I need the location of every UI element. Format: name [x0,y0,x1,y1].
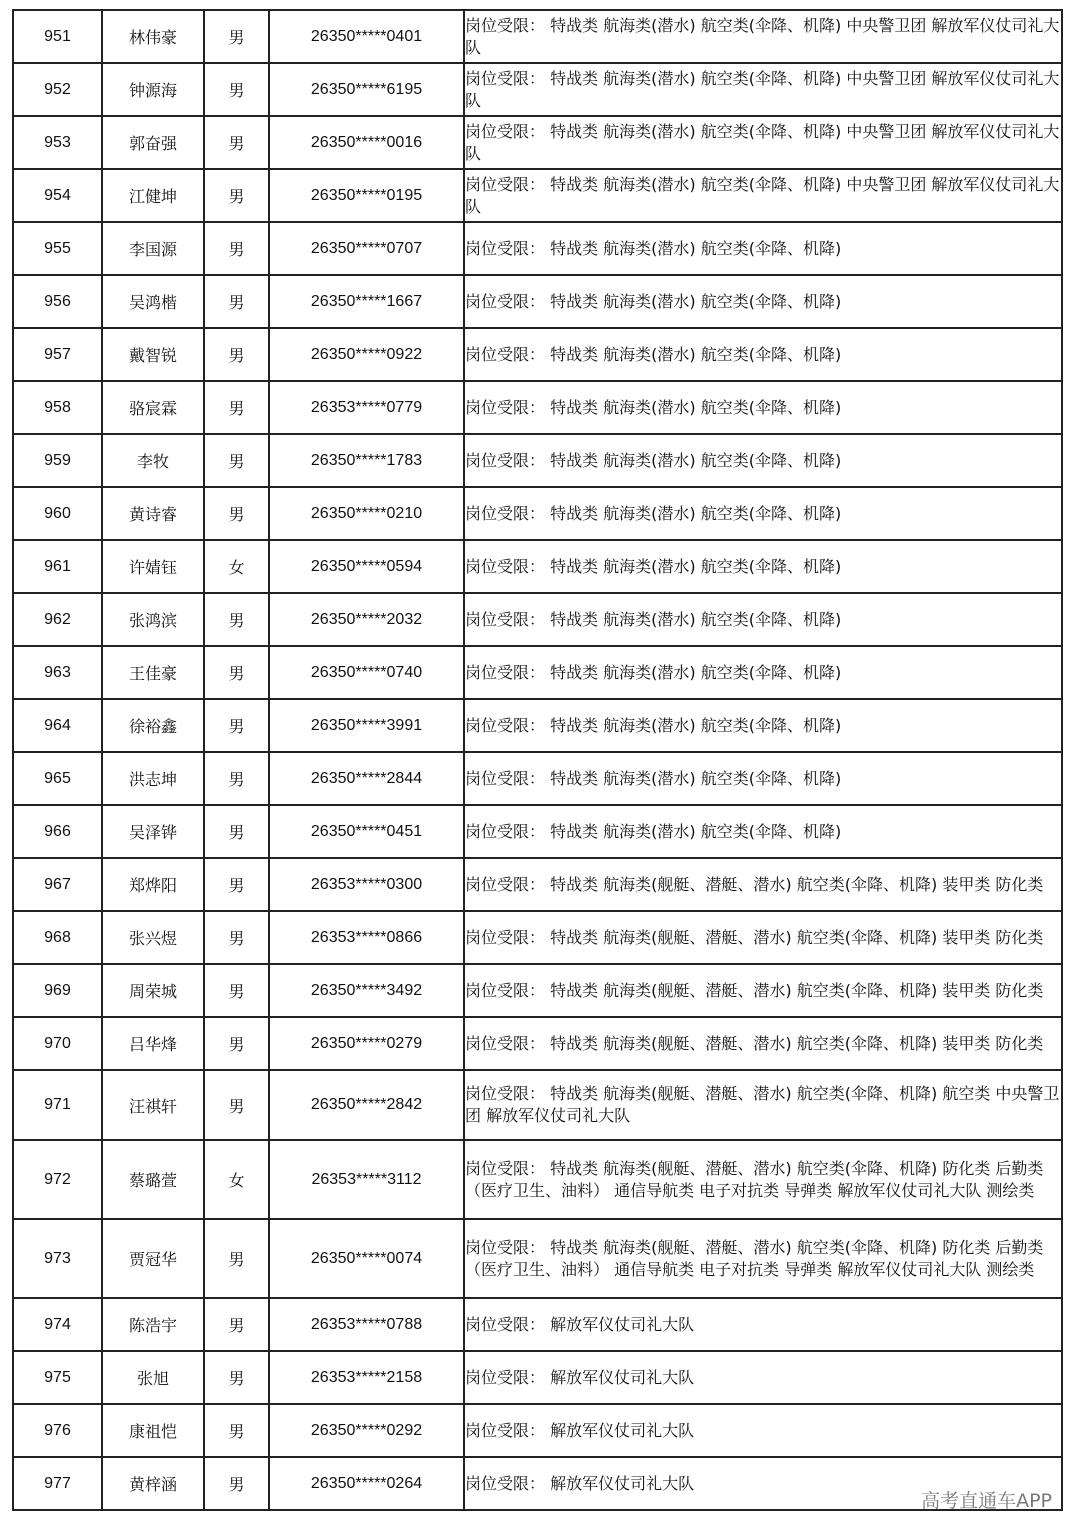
cell-number: 962 [13,593,102,646]
cell-id-number: 26353*****2158 [269,1351,464,1404]
cell-id-number: 26350*****0074 [269,1219,464,1298]
cell-name: 李牧 [102,434,204,487]
cell-id-number: 26350*****0922 [269,328,464,381]
cell-gender: 男 [204,169,269,222]
cell-gender: 男 [204,1351,269,1404]
cell-restriction-note: 岗位受限： 特战类 航海类(潜水) 航空类(伞降、机降) [464,593,1062,646]
cell-name: 张兴煜 [102,911,204,964]
cell-number: 970 [13,1017,102,1070]
cell-gender: 男 [204,1404,269,1457]
cell-restriction-note: 岗位受限： 特战类 航海类(舰艇、潜艇、潜水) 航空类(伞降、机降) 装甲类 防化类 [464,858,1062,911]
table-row [13,487,1062,540]
cell-number: 967 [13,858,102,911]
cell-name: 李国源 [102,222,204,275]
cell-name: 吴鸿楷 [102,275,204,328]
roster-body [13,10,1062,1510]
cell-gender: 男 [204,593,269,646]
cell-id-number: 26353*****0788 [269,1298,464,1351]
cell-gender: 男 [204,222,269,275]
cell-restriction-note: 岗位受限： 特战类 航海类(潜水) 航空类(伞降、机降) [464,381,1062,434]
cell-number: 958 [13,381,102,434]
cell-id-number: 26353*****0300 [269,858,464,911]
cell-gender: 男 [204,328,269,381]
cell-number: 977 [13,1457,102,1510]
cell-id-number: 26353*****0779 [269,381,464,434]
cell-name: 周荣城 [102,964,204,1017]
cell-restriction-note: 岗位受限： 特战类 航海类(潜水) 航空类(伞降、机降) [464,222,1062,275]
cell-name: 康祖恺 [102,1404,204,1457]
cell-id-number: 26350*****3492 [269,964,464,1017]
cell-number: 961 [13,540,102,593]
table-row [13,593,1062,646]
cell-number: 952 [13,63,102,116]
cell-gender: 男 [204,1017,269,1070]
cell-gender: 女 [204,1140,269,1219]
cell-gender: 男 [204,964,269,1017]
cell-gender: 男 [204,63,269,116]
cell-id-number: 26350*****0451 [269,805,464,858]
cell-gender: 男 [204,10,269,63]
cell-gender: 男 [204,487,269,540]
cell-id-number: 26353*****0866 [269,911,464,964]
table-row [13,10,1062,63]
table-row [13,805,1062,858]
cell-gender: 男 [204,911,269,964]
cell-number: 968 [13,911,102,964]
table-row [13,63,1062,116]
cell-restriction-note: 岗位受限： 特战类 航海类(舰艇、潜艇、潜水) 航空类(伞降、机降) 装甲类 防化类 [464,1017,1062,1070]
cell-id-number: 26350*****2032 [269,593,464,646]
cell-restriction-note: 岗位受限： 特战类 航海类(舰艇、潜艇、潜水) 航空类(伞降、机降) 装甲类 防化类 [464,964,1062,1017]
cell-restriction-note: 岗位受限： 特战类 航海类(潜水) 航空类(伞降、机降) [464,646,1062,699]
table-row [13,540,1062,593]
table-row [13,1219,1062,1298]
table-row [13,699,1062,752]
cell-gender: 男 [204,1070,269,1140]
cell-restriction-note: 岗位受限： 解放军仪仗司礼大队 [464,1404,1062,1457]
cell-gender: 男 [204,1219,269,1298]
cell-name: 陈浩宇 [102,1298,204,1351]
cell-restriction-note: 岗位受限： 特战类 航海类(潜水) 航空类(伞降、机降) [464,540,1062,593]
table-row [13,1404,1062,1457]
cell-restriction-note: 岗位受限： 特战类 航海类(舰艇、潜艇、潜水) 航空类(伞降、机降) 装甲类 防化类 [464,911,1062,964]
cell-id-number: 26350*****0195 [269,169,464,222]
cell-number: 956 [13,275,102,328]
cell-restriction-note: 岗位受限： 特战类 航海类(潜水) 航空类(伞降、机降) [464,328,1062,381]
table-row [13,646,1062,699]
cell-name: 骆宸霖 [102,381,204,434]
cell-number: 955 [13,222,102,275]
cell-name: 汪祺轩 [102,1070,204,1140]
table-row [13,116,1062,169]
cell-name: 洪志坤 [102,752,204,805]
cell-id-number: 26350*****1667 [269,275,464,328]
cell-name: 黄梓涵 [102,1457,204,1510]
cell-id-number: 26353*****3112 [269,1140,464,1219]
cell-id-number: 26350*****0594 [269,540,464,593]
cell-restriction-note: 岗位受限： 特战类 航海类(潜水) 航空类(伞降、机降) [464,434,1062,487]
cell-id-number: 26350*****0292 [269,1404,464,1457]
cell-id-number: 26350*****0707 [269,222,464,275]
cell-number: 973 [13,1219,102,1298]
table-row [13,1070,1062,1140]
cell-restriction-note: 岗位受限： 特战类 航海类(潜水) 航空类(伞降、机降) [464,487,1062,540]
cell-name: 张旭 [102,1351,204,1404]
cell-number: 963 [13,646,102,699]
table-row [13,1457,1062,1510]
cell-name: 许婧钰 [102,540,204,593]
cell-restriction-note: 岗位受限： 特战类 航海类(潜水) 航空类(伞降、机降) 中央警卫团 解放军仪仗司礼大队 [464,10,1062,63]
cell-name: 贾冠华 [102,1219,204,1298]
table-row [13,328,1062,381]
cell-gender: 男 [204,1457,269,1510]
cell-restriction-note: 岗位受限： 解放军仪仗司礼大队 [464,1351,1062,1404]
cell-id-number: 26350*****0264 [269,1457,464,1510]
cell-gender: 男 [204,752,269,805]
cell-number: 974 [13,1298,102,1351]
cell-gender: 男 [204,275,269,328]
cell-name: 蔡璐萱 [102,1140,204,1219]
cell-gender: 男 [204,1298,269,1351]
table-row [13,1140,1062,1219]
cell-name: 林伟豪 [102,10,204,63]
cell-restriction-note: 岗位受限： 特战类 航海类(潜水) 航空类(伞降、机降) [464,752,1062,805]
cell-number: 971 [13,1070,102,1140]
cell-gender: 男 [204,805,269,858]
cell-restriction-note: 岗位受限： 特战类 航海类(舰艇、潜艇、潜水) 航空类(伞降、机降) 防化类 后勤类（医疗卫生、油料） 通信导航类 电子对抗类 导弹类 解放军仪仗司礼大队 测绘类 [464,1140,1062,1219]
cell-restriction-note: 岗位受限： 特战类 航海类(潜水) 航空类(伞降、机降) [464,275,1062,328]
cell-restriction-note: 岗位受限： 特战类 航海类(潜水) 航空类(伞降、机降) 中央警卫团 解放军仪仗司礼大队 [464,116,1062,169]
table-row [13,1017,1062,1070]
cell-number: 972 [13,1140,102,1219]
cell-name: 郭奋强 [102,116,204,169]
cell-name: 吕华烽 [102,1017,204,1070]
table-row [13,911,1062,964]
cell-restriction-note: 岗位受限： 特战类 航海类(潜水) 航空类(伞降、机降) [464,805,1062,858]
cell-restriction-note: 岗位受限： 特战类 航海类(潜水) 航空类(伞降、机降) [464,699,1062,752]
cell-gender: 男 [204,699,269,752]
cell-gender: 男 [204,116,269,169]
cell-restriction-note: 岗位受限： 解放军仪仗司礼大队 [464,1298,1062,1351]
cell-gender: 男 [204,434,269,487]
cell-name: 徐裕鑫 [102,699,204,752]
watermark-text: 高考直通车APP [921,1490,1052,1512]
cell-gender: 男 [204,858,269,911]
cell-number: 957 [13,328,102,381]
cell-gender: 女 [204,540,269,593]
cell-name: 郑烨阳 [102,858,204,911]
table-row [13,752,1062,805]
cell-id-number: 26350*****0210 [269,487,464,540]
cell-number: 964 [13,699,102,752]
cell-id-number: 26350*****3991 [269,699,464,752]
cell-gender: 男 [204,381,269,434]
cell-id-number: 26350*****1783 [269,434,464,487]
table-row [13,222,1062,275]
cell-number: 954 [13,169,102,222]
roster-table [12,9,1063,1511]
table-row [13,381,1062,434]
cell-restriction-note: 岗位受限： 解放军仪仗司礼大队 [464,1457,1062,1510]
cell-id-number: 26350*****6195 [269,63,464,116]
cell-number: 969 [13,964,102,1017]
table-row [13,275,1062,328]
cell-name: 钟源海 [102,63,204,116]
cell-restriction-note: 岗位受限： 特战类 航海类(舰艇、潜艇、潜水) 航空类(伞降、机降) 航空类 中央警卫团 解放军仪仗司礼大队 [464,1070,1062,1140]
table-row [13,1298,1062,1351]
cell-number: 976 [13,1404,102,1457]
cell-restriction-note: 岗位受限： 特战类 航海类(潜水) 航空类(伞降、机降) 中央警卫团 解放军仪仗司礼大队 [464,63,1062,116]
table-row [13,169,1062,222]
table-row [13,964,1062,1017]
cell-restriction-note: 岗位受限： 特战类 航海类(潜水) 航空类(伞降、机降) 中央警卫团 解放军仪仗司礼大队 [464,169,1062,222]
cell-name: 江健坤 [102,169,204,222]
cell-name: 张鸿滨 [102,593,204,646]
cell-name: 吴泽铧 [102,805,204,858]
cell-id-number: 26350*****0279 [269,1017,464,1070]
cell-number: 966 [13,805,102,858]
cell-id-number: 26350*****0016 [269,116,464,169]
cell-name: 戴智锐 [102,328,204,381]
cell-id-number: 26350*****0401 [269,10,464,63]
cell-restriction-note: 岗位受限： 特战类 航海类(舰艇、潜艇、潜水) 航空类(伞降、机降) 防化类 后勤类（医疗卫生、油料） 通信导航类 电子对抗类 导弹类 解放军仪仗司礼大队 测绘类 [464,1219,1062,1298]
table-row [13,858,1062,911]
cell-number: 965 [13,752,102,805]
cell-gender: 男 [204,646,269,699]
cell-name: 黄诗睿 [102,487,204,540]
cell-number: 975 [13,1351,102,1404]
table-row [13,1351,1062,1404]
cell-number: 951 [13,10,102,63]
cell-number: 959 [13,434,102,487]
cell-id-number: 26350*****2844 [269,752,464,805]
cell-number: 960 [13,487,102,540]
cell-number: 953 [13,116,102,169]
cell-id-number: 26350*****0740 [269,646,464,699]
cell-id-number: 26350*****2842 [269,1070,464,1140]
cell-name: 王佳豪 [102,646,204,699]
table-row [13,434,1062,487]
